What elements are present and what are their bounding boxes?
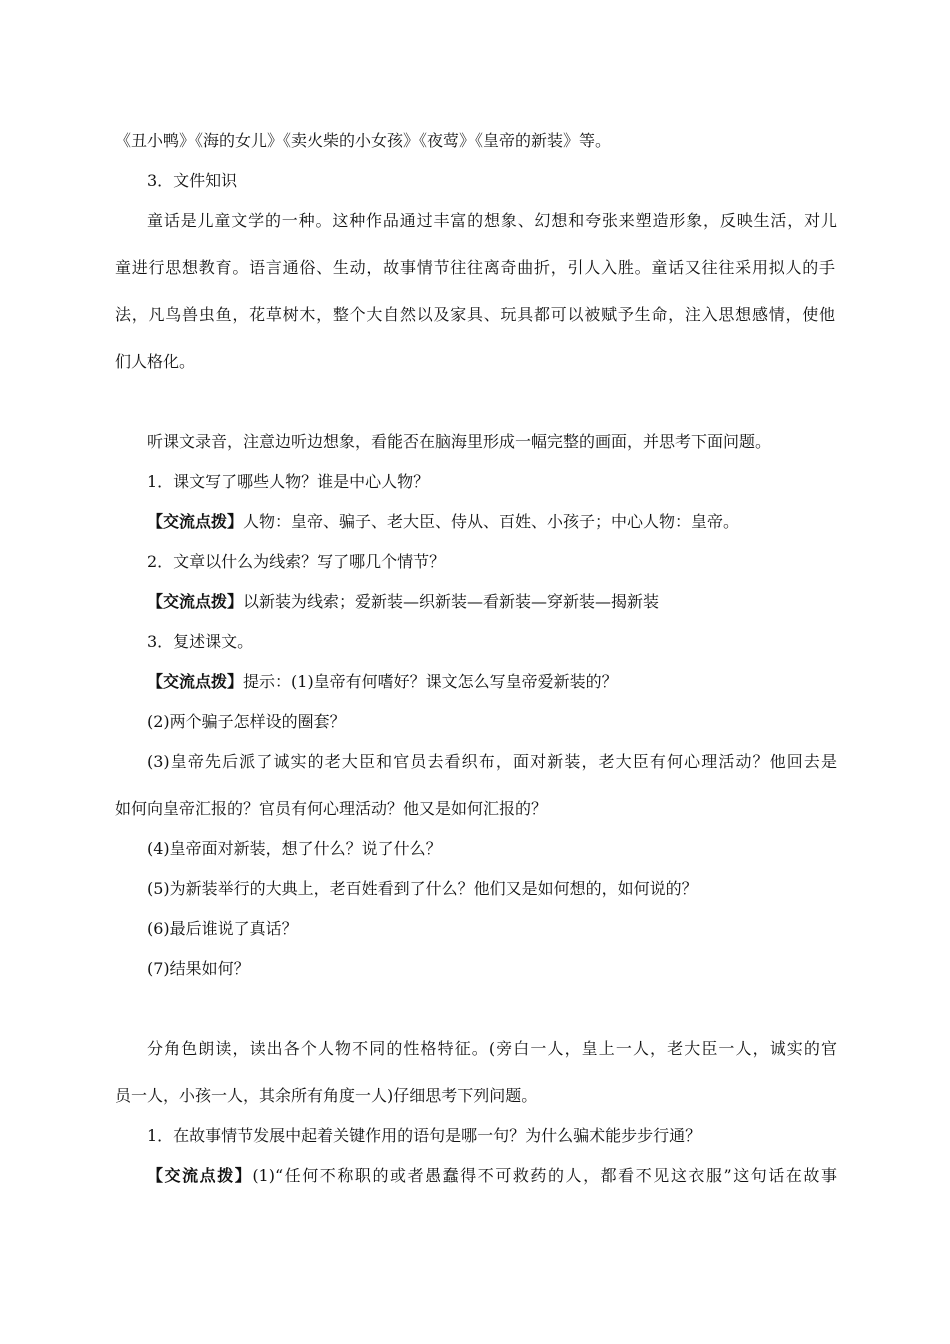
question-3: 3．复述课文。 — [147, 632, 254, 651]
paragraph-line: 们人格化。 — [115, 352, 196, 371]
exchange-tip-label: 【交流点拨】 — [147, 672, 244, 691]
exchange-tip-label: 【交流点拨】 — [147, 592, 244, 611]
section-heading-literary-knowledge: 3．文件知识 — [147, 171, 238, 190]
paragraph-line: 童话是儿童文学的一种。这种作品通过丰富的想象、幻想和夸张来塑造形象，反映生活，对儿 — [147, 211, 837, 230]
hint-item: (7)结果如何？ — [147, 959, 250, 978]
exchange-tip-label: 【交流点拨】 — [147, 512, 244, 531]
works-list-line: 《丑小鸭》《海的女儿》《卖火柴的小女孩》《夜莺》《皇帝的新装》等。 — [115, 131, 612, 150]
hint-item: (6)最后谁说了真话？ — [147, 919, 298, 938]
question-key-sentence: 1．在故事情节发展中起着关键作用的语句是哪一句？为什么骗术能步步行通？ — [147, 1126, 702, 1145]
listening-task-line: 听课文录音，注意边听边想象，看能否在脑海里形成一幅完整的画面，并思考下面问题。 — [147, 432, 772, 451]
answer-3: 【交流点拨】提示：(1)皇帝有何嗜好？课文怎么写皇帝爱新装的？ — [147, 672, 618, 691]
question-1: 1．课文写了哪些人物？谁是中心人物？ — [147, 472, 430, 491]
paragraph-line: 童进行思想教育。语言通俗、生动，故事情节往往离奇曲折，引人入胜。童话又往往采用拟人的手 — [115, 258, 835, 277]
hint-item-continued: 如何向皇帝汇报的？官员有何心理活动？他又是如何汇报的？ — [115, 799, 548, 818]
hint-item: (4)皇帝面对新装，想了什么？说了什么？ — [147, 839, 442, 858]
role-reading-task: 分角色朗读，读出各个人物不同的性格特征。(旁白一人，皇上一人，老大臣一人，诚实的官 — [147, 1039, 837, 1058]
role-reading-task-continued: 员一人，小孩一人，其余所有角度一人)仔细思考下列问题。 — [115, 1086, 538, 1105]
answer-1: 【交流点拨】人物：皇帝、骗子、老大臣、侍从、百姓、小孩子；中心人物：皇帝。 — [147, 512, 740, 531]
exchange-tip-label: 【交流点拨】 — [147, 1166, 253, 1185]
question-2: 2．文章以什么为线索？写了哪几个情节？ — [147, 552, 446, 571]
hint-item: (2)两个骗子怎样设的圈套？ — [147, 712, 346, 731]
hint-item: (5)为新装举行的大典上，老百姓看到了什么？他们又是如何想的，如何说的？ — [147, 879, 698, 898]
answer-2: 【交流点拨】以新装为线索；爱新装—织新装—看新装—穿新装—揭新装 — [147, 592, 660, 611]
hint-item: (3)皇帝先后派了诚实的老大臣和官员去看织布，面对新装，老大臣有何心理活动？他回去是 — [147, 752, 837, 771]
answer-key-sentence: 【交流点拨】(1)“任何不称职的或者愚蠢得不可救药的人，都看不见这衣服”这句话在故事 — [147, 1166, 837, 1185]
paragraph-line: 法，凡鸟兽虫鱼，花草树木，整个大自然以及家具、玩具都可以被赋予生命，注入思想感情，使他 — [115, 305, 835, 324]
